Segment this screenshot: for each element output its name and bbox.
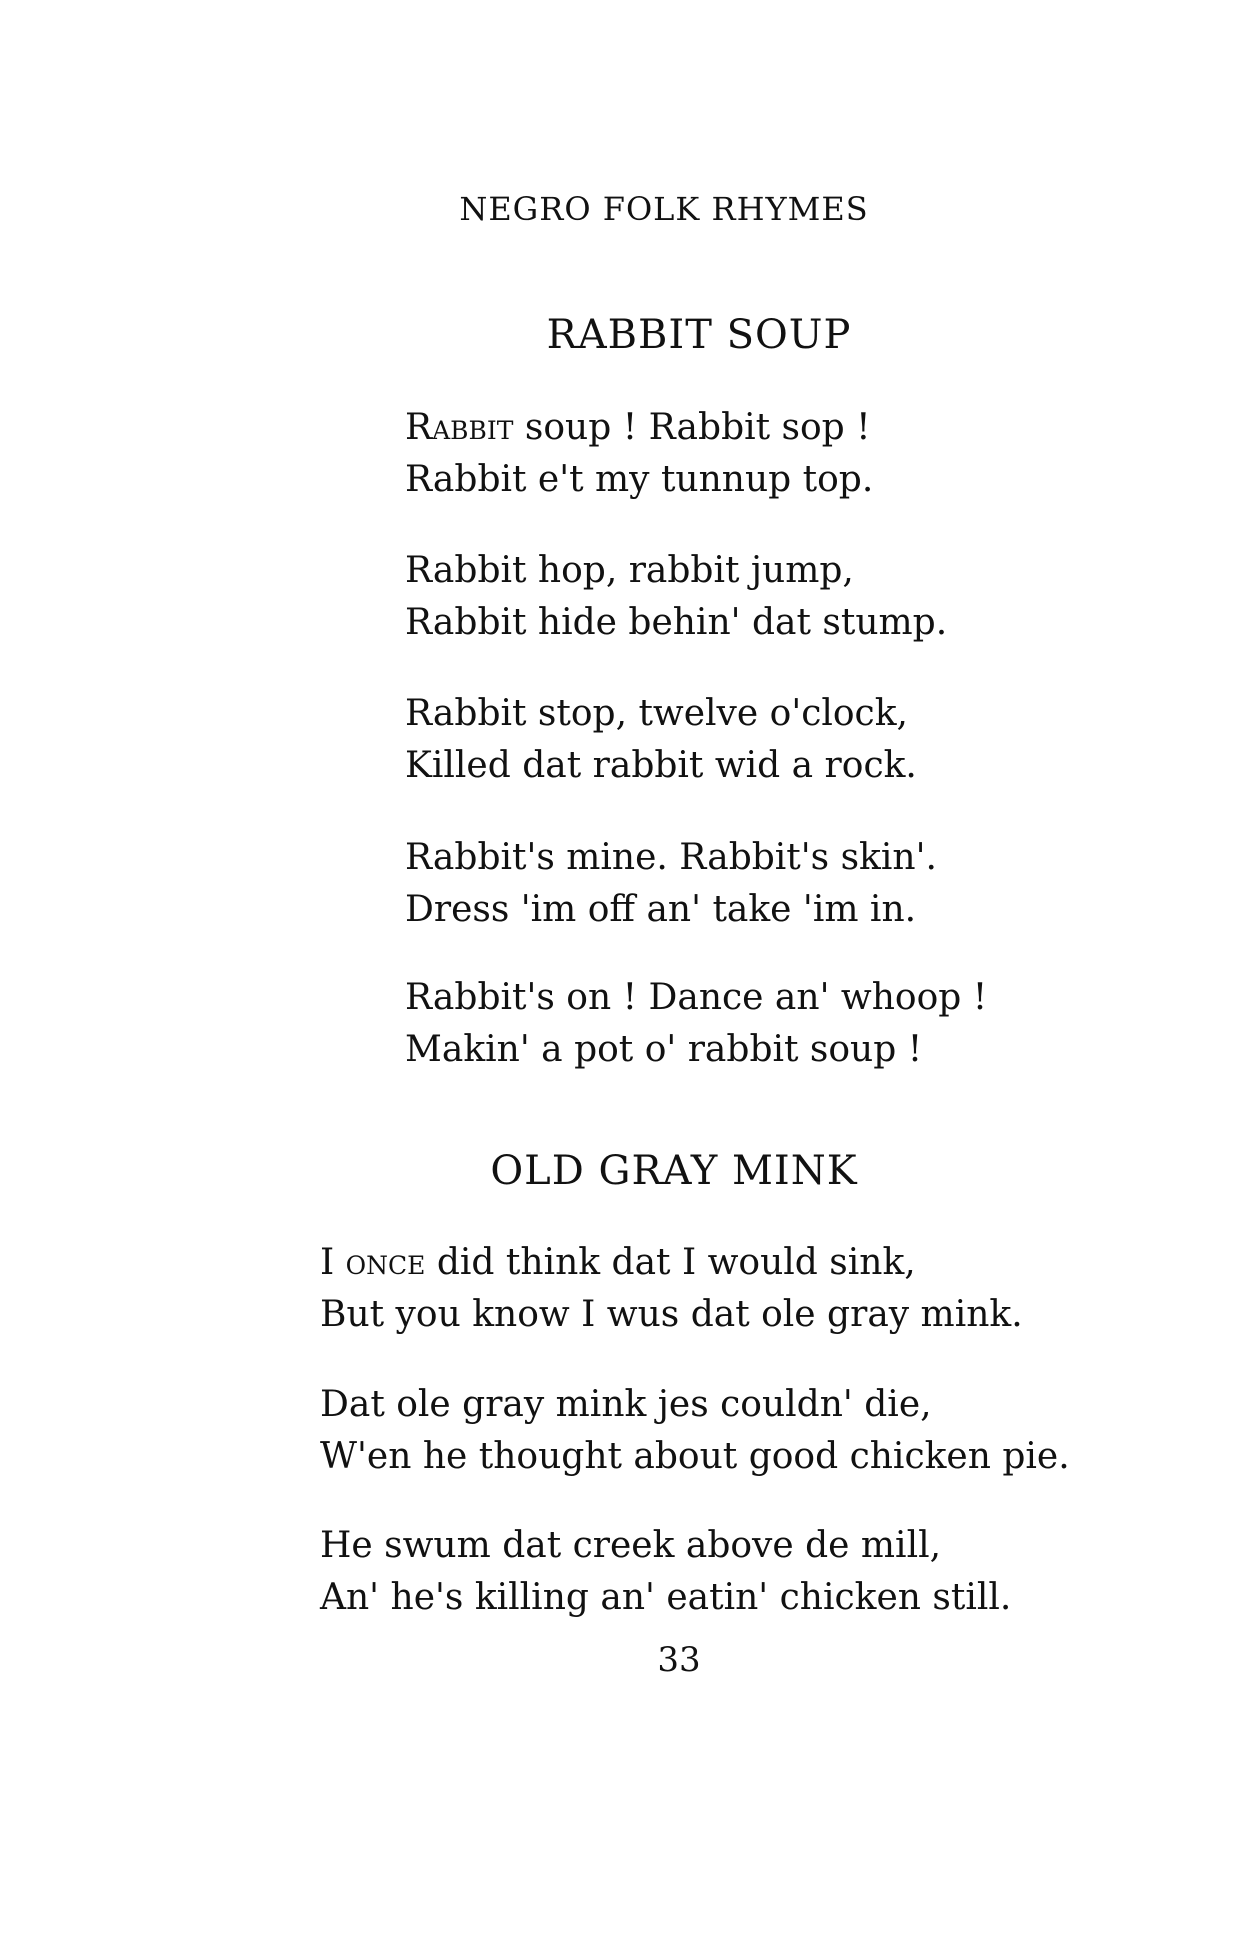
stanza-line: Makin' a pot o' rabbit soup ! [405,1029,923,1070]
stanza-line: Rabbit hide behin' dat stump. [405,602,948,643]
stanza [405,402,873,506]
stanza-line: Dress 'im off an' take 'im in. [405,889,917,930]
stanza-line: Killed dat rabbit wid a rock. [405,745,917,786]
stanza-line: Rabbit's on ! Dance an' whoop ! [405,977,988,1018]
stanza [320,1379,1070,1483]
stanza-line [405,402,873,454]
drop-word: Rabbit [405,407,514,448]
line-text: did think dat I would sink, [425,1242,916,1283]
stanza-line: Dat ole gray mink jes couldn' die, [320,1384,932,1425]
stanza-line: W'en he thought about good chicken pie. [320,1436,1070,1477]
stanza [405,972,987,1076]
drop-word: I once [320,1242,426,1283]
poem-title-old-gray-mink: OLD GRAY MINK [490,1148,858,1194]
line-text: soup ! Rabbit sop ! [513,407,871,448]
stanza-line: He swum dat creek above de mill, [320,1525,942,1566]
stanza-line: Rabbit hop, rabbit jump, [405,550,854,591]
stanza [405,832,937,936]
stanza [405,688,917,792]
stanza-line [320,1237,1023,1289]
stanza-line: An' he's killing an' eatin' chicken still. [320,1577,1012,1618]
stanza [320,1520,1011,1624]
running-head: NEGRO FOLK RHYMES [459,190,869,228]
stanza-line: Rabbit's mine. Rabbit's skin'. [405,837,937,878]
stanza-line: But you know I wus dat ole gray mink. [320,1294,1023,1335]
page-number: 33 [657,1640,701,1680]
stanza [320,1237,1023,1341]
stanza-line: Rabbit e't my tunnup top. [405,459,874,500]
poem-title-rabbit-soup: RABBIT SOUP [546,312,852,358]
stanza [405,545,947,649]
stanza-line: Rabbit stop, twelve o'clock, [405,693,908,734]
